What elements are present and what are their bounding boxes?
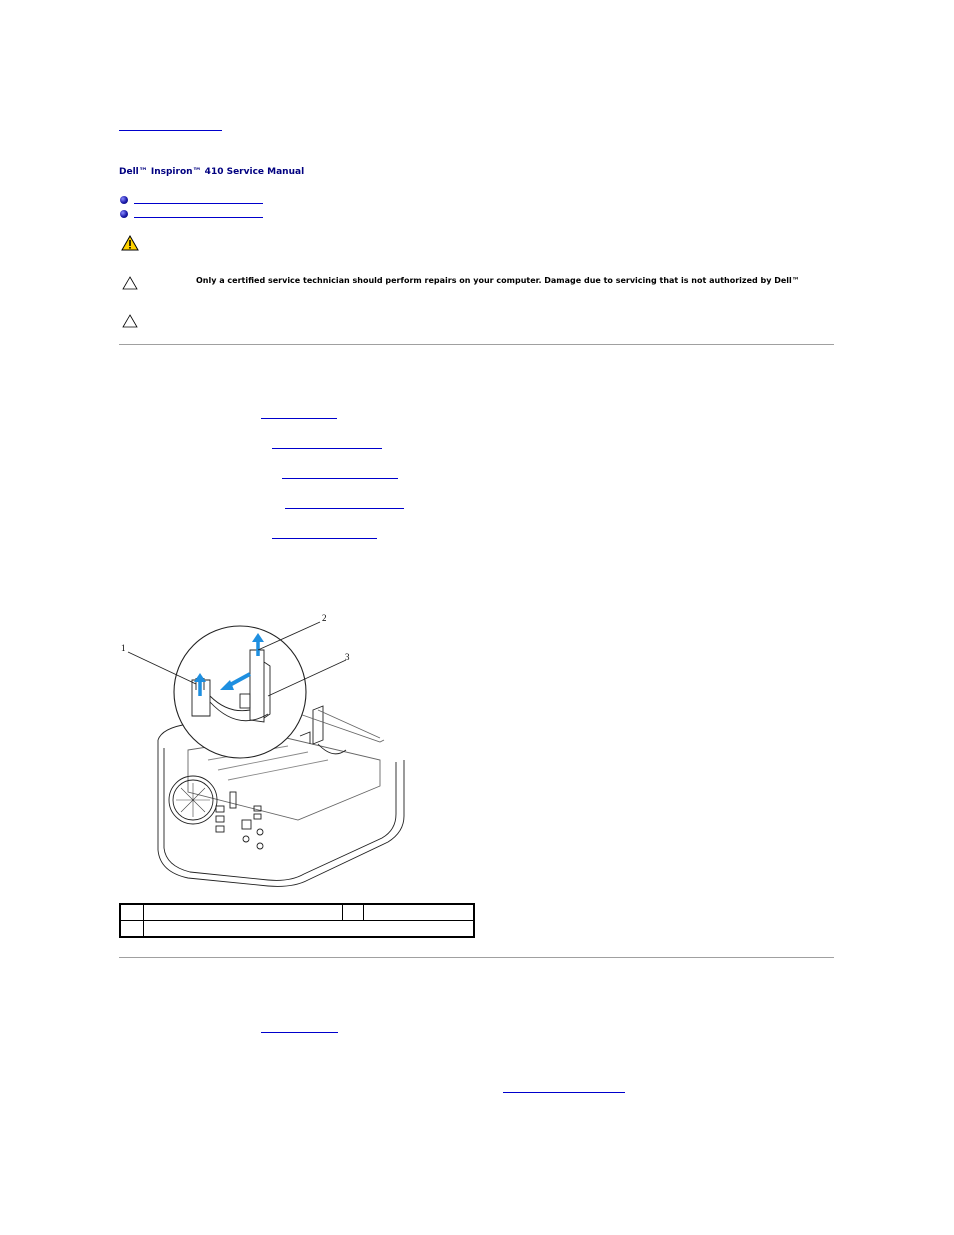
- caution-text: Only a certified service technician should perform repairs on your computer. Damage due to servicing that is not authorized by Dell™: [196, 276, 800, 285]
- step-link-2[interactable]: [272, 448, 382, 449]
- section-divider: [119, 344, 834, 345]
- bullet-icon: [120, 210, 128, 218]
- callout-number-cell: [120, 904, 144, 921]
- table-row: [120, 921, 474, 938]
- replace-step-link-1[interactable]: [261, 1032, 338, 1033]
- callout-text-cell: [144, 921, 475, 938]
- wireless-card-illustration: [118, 610, 408, 890]
- manual-title: Dell™ Inspiron™ 410 Service Manual: [119, 167, 305, 177]
- callout-table: [119, 903, 475, 938]
- warning-icon: [121, 235, 139, 251]
- section-divider: [119, 957, 834, 958]
- callout-3-label: 3: [345, 652, 350, 662]
- step-link-1[interactable]: [261, 418, 337, 419]
- bullet-icon: [120, 196, 128, 204]
- step-link-3[interactable]: [282, 478, 398, 479]
- replace-step-link-2[interactable]: [503, 1092, 625, 1093]
- caution-icon: [122, 276, 138, 290]
- callout-text-cell: [364, 904, 475, 921]
- toc-link-removing[interactable]: [134, 203, 263, 204]
- callout-text-cell: [144, 904, 343, 921]
- step-link-5[interactable]: [272, 538, 377, 539]
- caution-icon: [122, 314, 138, 328]
- callout-1-label: 1: [121, 643, 126, 653]
- callout-number-cell: [343, 904, 364, 921]
- toc-link-replacing[interactable]: [134, 217, 263, 218]
- step-link-4[interactable]: [285, 508, 404, 509]
- callout-2-label: 2: [322, 613, 327, 623]
- table-row: [120, 904, 474, 921]
- callout-number-cell: [120, 921, 144, 938]
- back-link[interactable]: [119, 130, 222, 131]
